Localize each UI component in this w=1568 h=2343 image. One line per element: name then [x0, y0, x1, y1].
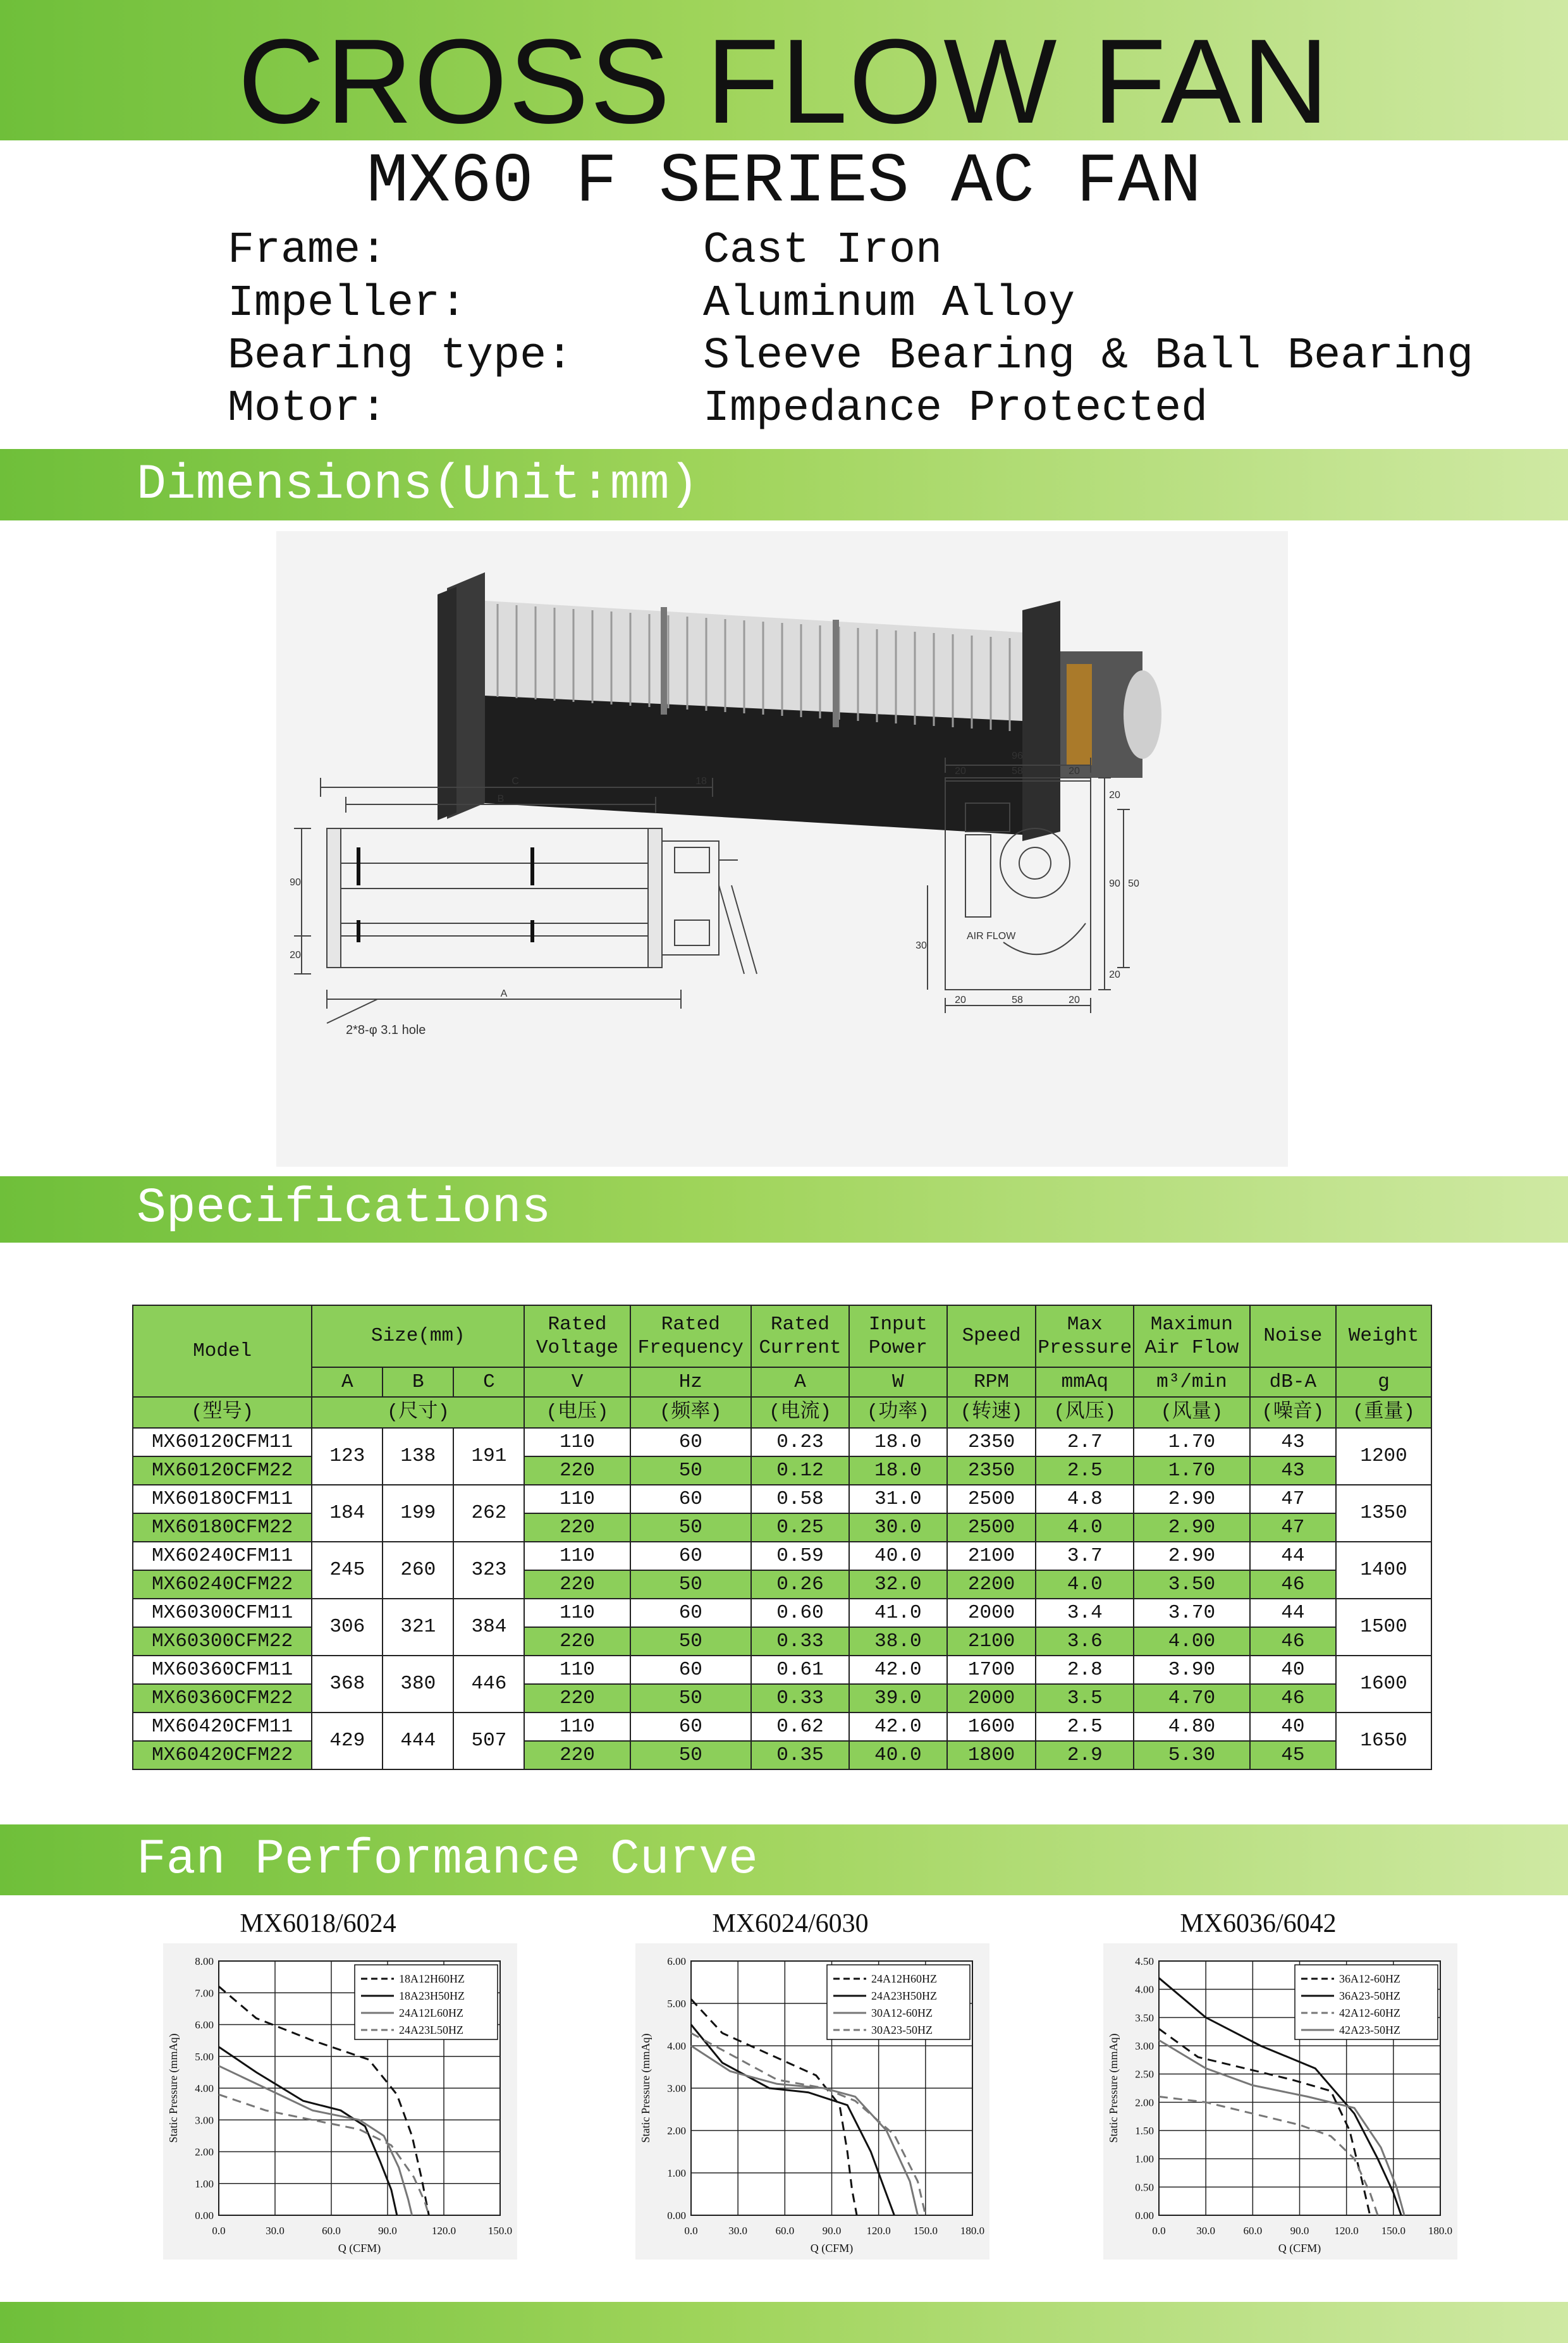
col-airflow: Maximun Air Flow	[1134, 1305, 1249, 1367]
x-tick-label: 120.0	[1334, 2225, 1359, 2237]
side-96-label: 96	[1012, 751, 1023, 761]
air-flow-label: AIR FLOW	[967, 931, 1016, 942]
legend-label-2: 18A23H50HZ	[399, 1989, 465, 2002]
table-header-row	[133, 1305, 1431, 1367]
y-tick-label: 2.00	[667, 2125, 686, 2137]
x-tick-label: 150.0	[487, 2225, 513, 2237]
y-tick-label: 3.00	[667, 2082, 686, 2094]
fan-product-image	[438, 572, 1161, 841]
x-axis-label: Q (CFM)	[338, 2242, 381, 2254]
x-tick-label: 150.0	[1381, 2225, 1406, 2237]
page-title: CROSS FLOW FAN	[238, 15, 1330, 149]
x-tick-label: 90.0	[1290, 2225, 1309, 2237]
col-pressure: Max Pressure	[1036, 1305, 1134, 1367]
col-power: Input Power	[849, 1305, 947, 1367]
x-axis-label: Q (CFM)	[810, 2242, 854, 2254]
x-tick-label: 90.0	[822, 2225, 842, 2237]
dim-b-label: B	[497, 794, 505, 804]
page-subtitle: MX60 F SERIES AC FAN	[366, 143, 1202, 222]
spec-value-frame: Cast Iron	[703, 226, 943, 276]
spec-value-impeller: Aluminum Alloy	[703, 279, 1075, 329]
legend-label-2: 36A23-50HZ	[1339, 1989, 1400, 2002]
chart-2	[635, 1943, 989, 2260]
legend-label-3: 30A12-60HZ	[871, 2007, 933, 2019]
y-tick-label: 4.00	[1135, 1983, 1154, 1996]
spec-label-impeller: Impeller:	[228, 279, 467, 329]
x-tick-label: 180.0	[1428, 2225, 1453, 2237]
y-tick-label: 0.00	[195, 2210, 214, 2222]
x-tick-label: 0.0	[1152, 2225, 1166, 2237]
dim-a-label: A	[500, 988, 508, 999]
table-row: MX60240CFM11 245 260 323 110 60 0.59 40.0 2100 3.7 2.90 44 1400	[133, 1542, 1431, 1570]
dimensions-panel	[276, 531, 1288, 1167]
legend-label-3: 24A12L60HZ	[399, 2007, 463, 2019]
legend-label-4: 24A23L50HZ	[399, 2024, 463, 2036]
x-tick-label: 120.0	[866, 2225, 891, 2237]
y-tick-label: 2.50	[1135, 2068, 1154, 2081]
legend-label-2: 24A23H50HZ	[871, 1989, 937, 2002]
legend-label-1: 24A12H60HZ	[871, 1972, 937, 1985]
spec-label-frame: Frame:	[228, 226, 388, 276]
y-axis-label: Static Pressure (mmAq)	[639, 2033, 652, 2143]
dim-18-label: 18	[695, 776, 707, 787]
x-tick-label: 0.0	[212, 2225, 226, 2237]
x-tick-label: 90.0	[378, 2225, 397, 2237]
y-tick-label: 3.50	[1135, 2012, 1154, 2024]
col-size: Size(mm)	[312, 1305, 524, 1367]
table-row: MX60420CFM22 220 50 0.35 40.0 1800 2.9 5.30 45	[133, 1741, 1431, 1769]
table-row: MX60360CFM11 368 380 446 110 60 0.61 42.0 1700 2.8 3.90 40 1600	[133, 1656, 1431, 1684]
y-tick-label: 4.00	[667, 2040, 686, 2052]
col-frequency: Rated Frequency	[630, 1305, 752, 1367]
table-row: MX60240CFM22 220 50 0.26 32.0 2200 4.0 3.50 46	[133, 1570, 1431, 1599]
side-20c-label: 20	[955, 995, 966, 1005]
performance-heading: Fan Performance Curve	[137, 1832, 758, 1888]
spec-label-motor: Motor:	[228, 384, 388, 434]
dimensions-heading: Dimensions(Unit:mm)	[137, 457, 699, 513]
table-row: MX60300CFM22 220 50 0.33 38.0 2100 3.6 4.00 46	[133, 1627, 1431, 1656]
table-cn-row: (型号) (尺寸) (电压) (频率) (电流) (功率) (转速) (风压) (风量) (噪音) (重量)	[133, 1397, 1431, 1428]
legend-label-4: 42A23-50HZ	[1339, 2024, 1400, 2036]
y-tick-label: 1.00	[667, 2167, 686, 2179]
chart-title-3: MX6036/6042	[1180, 1909, 1337, 1938]
legend-label-4: 30A23-50HZ	[871, 2024, 933, 2036]
dim-90-label: 90	[290, 877, 301, 888]
chart-1	[163, 1943, 517, 2260]
chart-3	[1103, 1943, 1457, 2260]
col-current: Rated Current	[751, 1305, 849, 1367]
side-r20b-label: 20	[1109, 969, 1120, 980]
x-tick-label: 60.0	[775, 2225, 795, 2237]
y-tick-label: 3.00	[1135, 2040, 1154, 2052]
chart-3-svg	[1103, 1943, 1457, 2260]
table-row: MX60360CFM22 220 50 0.33 39.0 2000 3.5 4.70 46	[133, 1684, 1431, 1713]
side-20d-label: 20	[1069, 995, 1080, 1005]
table-row: MX60120CFM11 123 138 191 110 60 0.23 18.0 2350 2.7 1.70 43 1200	[133, 1428, 1431, 1456]
y-tick-label: 6.00	[195, 2019, 214, 2031]
table-row: MX60180CFM11 184 199 262 110 60 0.58 31.0 2500 4.8 2.90 47 1350	[133, 1485, 1431, 1513]
legend-label-3: 42A12-60HZ	[1339, 2007, 1400, 2019]
x-tick-label: 180.0	[960, 2225, 985, 2237]
fan-drawing	[276, 531, 1288, 1167]
side-20a-label: 20	[955, 766, 966, 777]
side-r90-label: 90	[1109, 878, 1120, 889]
col-noise: Noise	[1250, 1305, 1337, 1367]
side-r50-label: 50	[1128, 878, 1139, 889]
table-row: MX60420CFM11 429 444 507 110 60 0.62 42.0 1600 2.5 4.80 40 1650	[133, 1713, 1431, 1741]
y-tick-label: 0.00	[667, 2210, 686, 2222]
x-tick-label: 30.0	[728, 2225, 748, 2237]
y-tick-label: 5.00	[667, 1998, 686, 2010]
x-tick-label: 60.0	[1243, 2225, 1263, 2237]
chart-title-2: MX6024/6030	[712, 1909, 869, 1938]
chart-1-svg	[163, 1943, 517, 2260]
y-tick-label: 8.00	[195, 1955, 214, 1967]
spec-table	[132, 1305, 1432, 1770]
y-tick-label: 0.00	[1135, 2210, 1154, 2222]
x-tick-label: 30.0	[266, 2225, 285, 2237]
y-tick-label: 6.00	[667, 1955, 686, 1967]
y-tick-label: 7.00	[195, 1987, 214, 2000]
footer-banner	[0, 2302, 1568, 2343]
y-tick-label: 1.50	[1135, 2125, 1154, 2137]
col-weight: Weight	[1336, 1305, 1431, 1367]
table-row: MX60180CFM22 220 50 0.25 30.0 2500 4.0 2.90 47	[133, 1513, 1431, 1542]
y-tick-label: 5.00	[195, 2050, 214, 2063]
y-tick-label: 1.00	[195, 2177, 214, 2190]
y-tick-label: 2.00	[195, 2146, 214, 2158]
y-tick-label: 3.00	[195, 2114, 214, 2127]
chart-2-svg	[635, 1943, 989, 2260]
spec-value-motor: Impedance Protected	[703, 384, 1208, 434]
spec-label-bearing: Bearing type:	[228, 331, 573, 381]
y-axis-label: Static Pressure (mmAq)	[167, 2033, 180, 2143]
dim-c-label: C	[511, 776, 519, 787]
col-model: Model	[133, 1305, 312, 1397]
y-tick-label: 2.00	[1135, 2096, 1154, 2109]
side-58a-label: 58	[1012, 766, 1023, 777]
y-tick-label: 4.00	[195, 2082, 214, 2094]
side-20b-label: 20	[1069, 766, 1080, 777]
y-tick-label: 0.50	[1135, 2181, 1154, 2194]
dim-20-label: 20	[290, 950, 301, 961]
y-tick-label: 4.50	[1135, 1955, 1154, 1967]
x-tick-label: 0.0	[684, 2225, 698, 2237]
col-voltage: Rated Voltage	[524, 1305, 630, 1367]
y-tick-label: 1.00	[1135, 2153, 1154, 2165]
table-row: MX60300CFM11 306 321 384 110 60 0.60 41.0 2000 3.4 3.70 44 1500	[133, 1599, 1431, 1627]
x-tick-label: 120.0	[431, 2225, 456, 2237]
table-unit-row: A B C V Hz A W RPM mmAq m³/min dB-A g	[133, 1367, 1431, 1397]
x-tick-label: 150.0	[913, 2225, 938, 2237]
x-tick-label: 30.0	[1196, 2225, 1216, 2237]
x-tick-label: 60.0	[322, 2225, 341, 2237]
side-30-label: 30	[916, 940, 927, 951]
side-58b-label: 58	[1012, 995, 1023, 1005]
specifications-heading: Specifications	[137, 1181, 551, 1236]
chart-title-1: MX6018/6024	[240, 1909, 396, 1938]
side-r20a-label: 20	[1109, 790, 1120, 801]
legend-label-1: 18A12H60HZ	[399, 1972, 465, 1985]
table-row: MX60120CFM22 220 50 0.12 18.0 2350 2.5 1.70 43	[133, 1456, 1431, 1485]
y-axis-label: Static Pressure (mmAq)	[1107, 2033, 1120, 2143]
spec-value-bearing: Sleeve Bearing & Ball Bearing	[703, 331, 1474, 381]
x-axis-label: Q (CFM)	[1278, 2242, 1321, 2254]
hole-note: 2*8-φ 3.1 hole	[346, 1023, 426, 1037]
legend-label-1: 36A12-60HZ	[1339, 1972, 1400, 1985]
col-speed: Speed	[947, 1305, 1036, 1367]
